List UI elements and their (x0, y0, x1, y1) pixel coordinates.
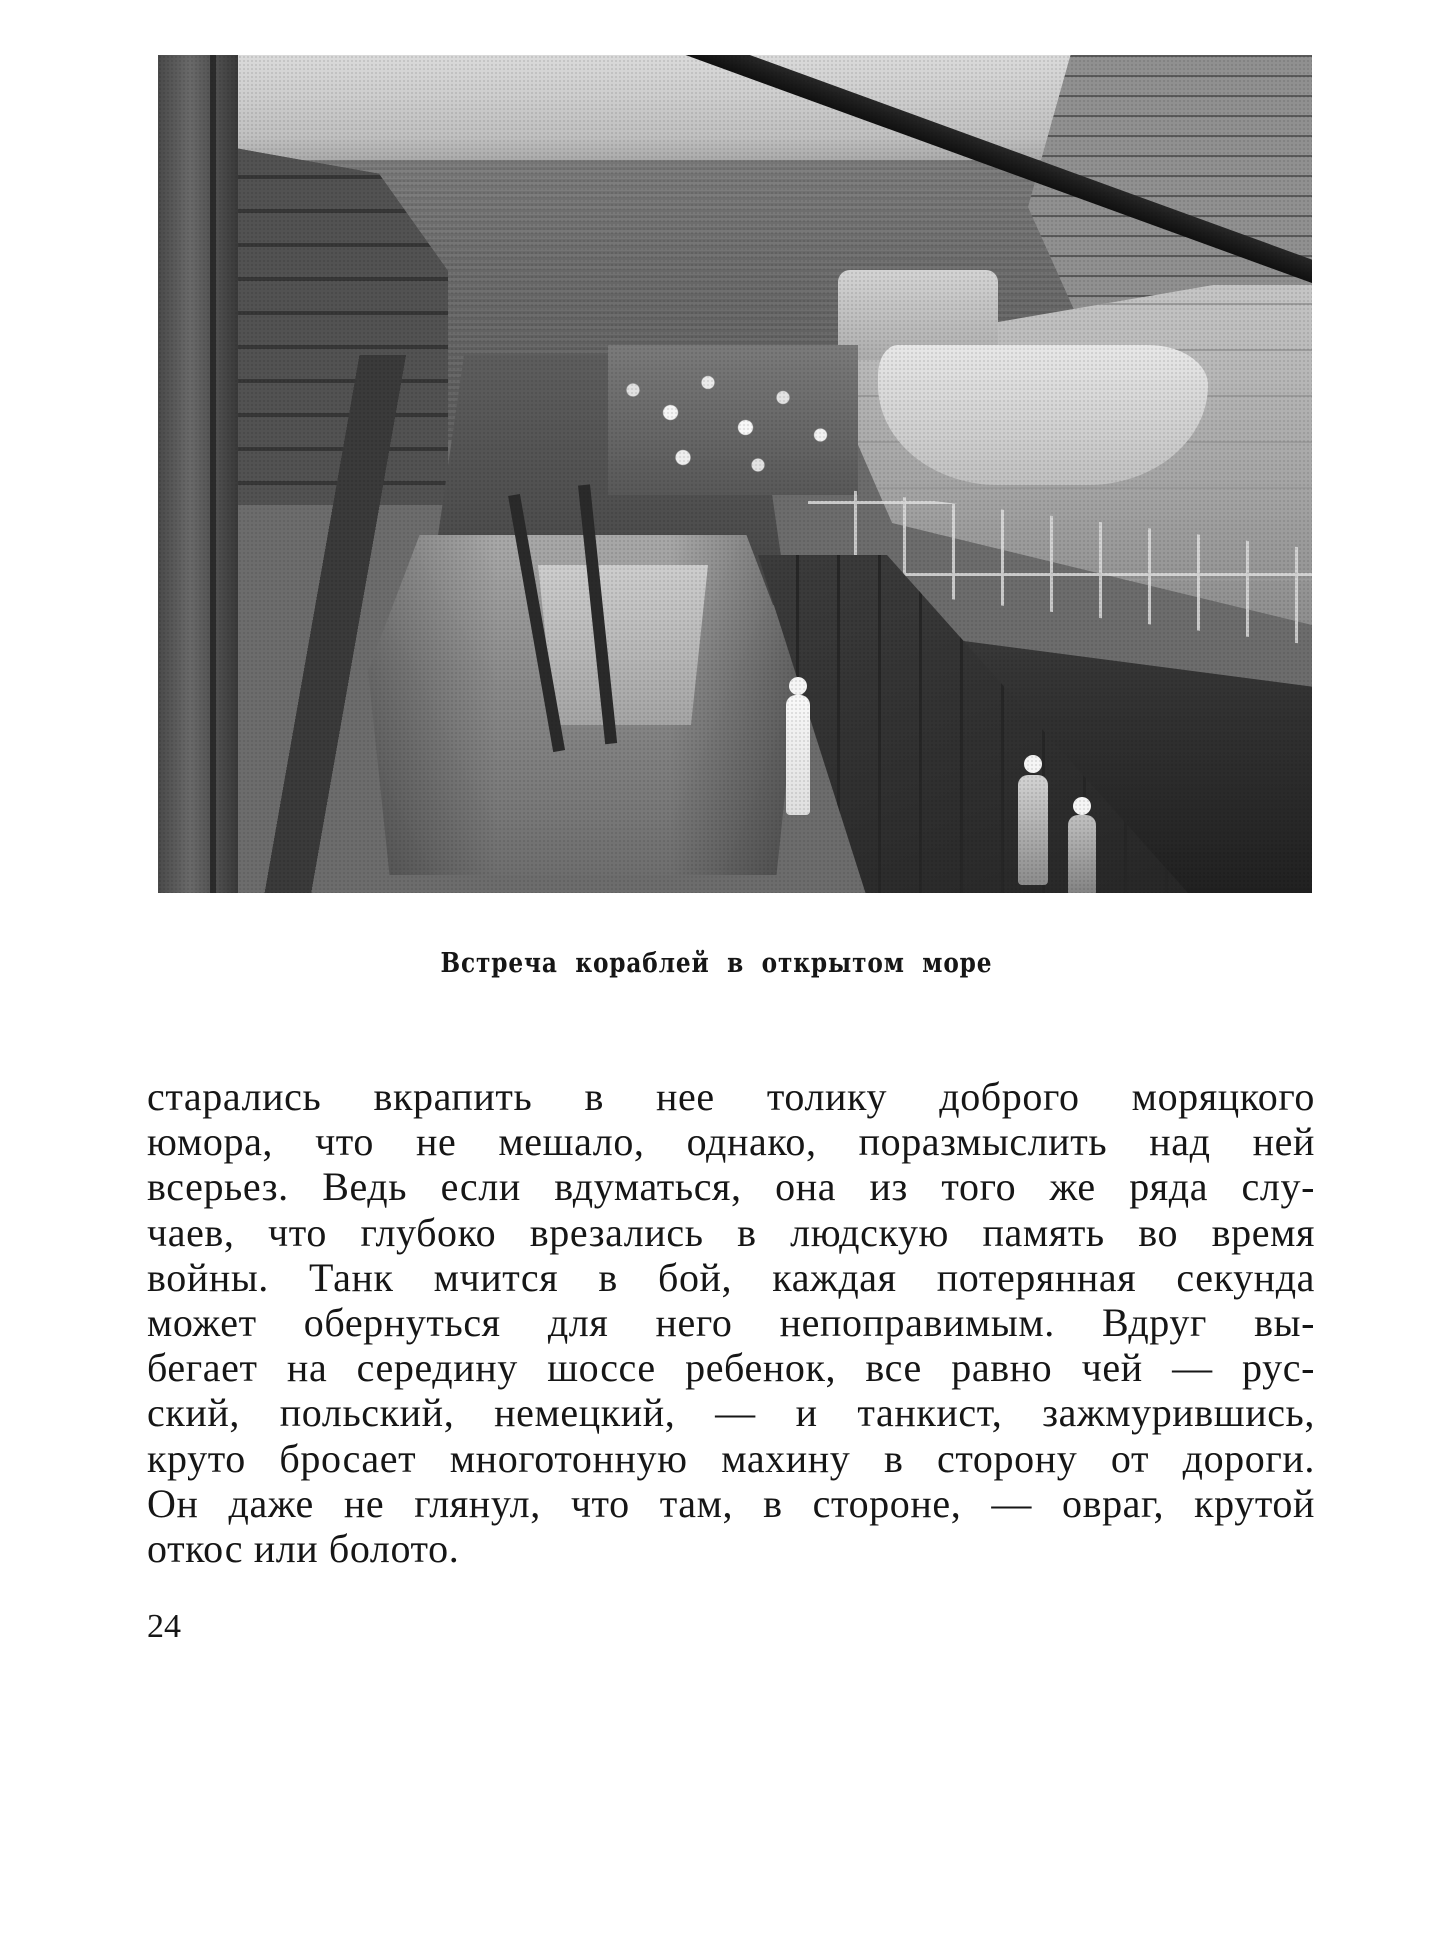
text-line: войны. Танк мчится в бой, каждая потерянная секунда (147, 1254, 1315, 1300)
text-line: откос или болото. (147, 1525, 460, 1571)
text-line: ский, польский, немецкий, — и танкист, зажмурившись, (147, 1390, 1315, 1436)
page-number: 24 (147, 1608, 181, 1645)
text-line: старались вкрапить в нее толику доброго моряцкого (147, 1074, 1315, 1119)
photo-halftone-texture (158, 55, 1312, 893)
text-line: может обернуться для него непоправимым. Вдруг вы- (147, 1299, 1315, 1345)
text-line: круто бросает многотонную махину в сторону от дороги. (147, 1435, 1315, 1481)
text-line: всерьез. Ведь если вдуматься, она из того же ряда слу- (147, 1164, 1315, 1210)
ships-meeting-photo (158, 55, 1312, 893)
text-line: чаев, что глубоко врезались в людскую память во время (147, 1209, 1315, 1255)
figure-caption: Встреча кораблей в открытом море (440, 948, 993, 979)
body-paragraph (147, 1074, 1315, 1571)
text-line: юмора, что не мешало, однако, поразмыслить над ней (147, 1119, 1315, 1165)
text-line: бегает на середину шоссе ребенок, все равно чей — рус- (147, 1345, 1315, 1391)
text-line: Он даже не глянул, что там, в стороне, — овраг, крутой (147, 1480, 1315, 1526)
